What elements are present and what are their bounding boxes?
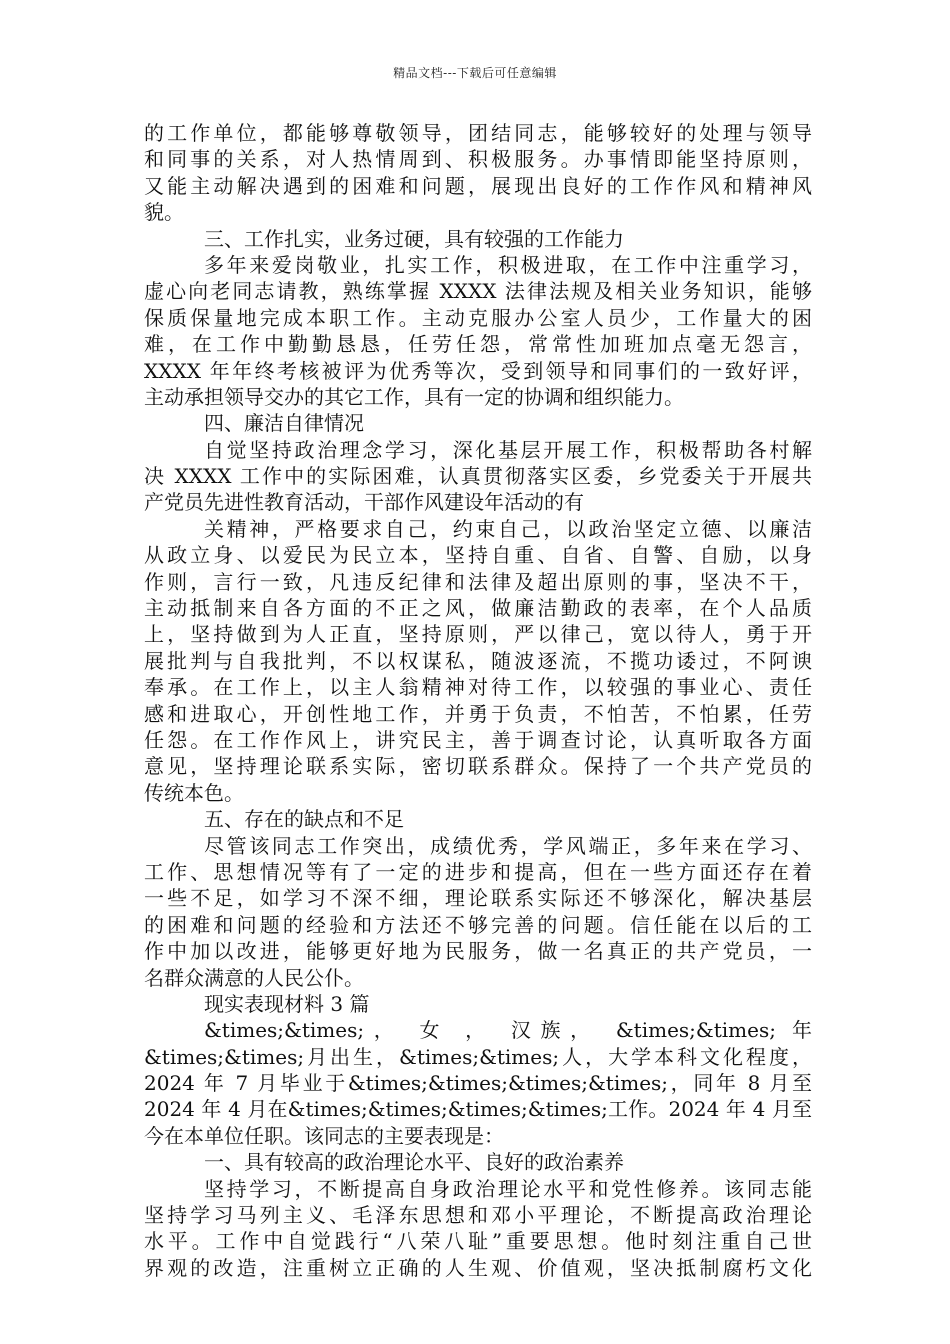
section-heading: 三、工作扎实，业务过硬，具有较强的工作能力	[204, 226, 624, 251]
text-line: 工作、思想情况等有了一定的进步和提高，但在一些方面还存在着	[144, 859, 812, 884]
text-line: 意见，坚持理论联系实际，密切联系群众。保持了一个共产党员的	[144, 754, 812, 779]
text-line: 关精神，严格要求自己，约束自己，以政治坚定立德、以廉洁	[204, 516, 812, 541]
text-line: 从政立身、以爱民为民立本，坚持自重、自省、自警、自励，以身	[144, 543, 812, 568]
text-line: 作则，言行一致，凡违反纪律和法律及超出原则的事，坚决不干，	[144, 569, 812, 594]
text-line: 坚持学习马列主义、毛泽东思想和邓小平理论，不断提高政治理论	[144, 1203, 812, 1228]
text-line: 保质保量地完成本职工作。主动克服办公室人员少，工作量大的困	[144, 305, 812, 330]
text-line: 尽管该同志工作突出，成绩优秀，学风端正，多年来在学习、	[204, 833, 812, 858]
text-line: 的困难和问题的经验和方法还不够完善的问题。信任能在以后的工	[144, 912, 812, 937]
text-line: 决 XXXX 工作中的实际困难，认真贯彻落实区委，乡党委关于开展共	[144, 464, 812, 489]
text-line: 虚心向老同志请教，熟练掌握 XXXX 法律法规及相关业务知识，能够	[144, 279, 812, 304]
text-line: 自觉坚持政治理念学习，深化基层开展工作，积极帮助各村解	[204, 437, 812, 462]
text-line: 奉承。在工作上，以主人翁精神对待工作，以较强的事业心、责任	[144, 675, 812, 700]
text-line: 坚持学习，不断提高自身政治理论水平和党性修养。该同志能	[204, 1176, 812, 1201]
text-line: &times;&times;月出生，&times;&times;人，大学本科文化程度，	[144, 1044, 812, 1069]
text-line: 主动承担领导交办的其它工作，具有一定的协调和组织能力。	[144, 384, 684, 409]
text-line: 又能主动解决遇到的困难和问题，展现出良好的工作作风和精神风	[144, 173, 812, 198]
text-line: 一些不足，如学习不深不细，理论联系实际还不够深化，解决基层	[144, 886, 812, 911]
text-line: 产党员先进性教育活动，干部作风建设年活动的有	[144, 490, 584, 515]
text-line: 界观的改造，注重树立正确的人生观、价值观，坚决抵制腐朽文化	[144, 1255, 812, 1280]
text-line: 的工作单位，都能够尊敬领导，团结同志，能够较好的处理与领导	[144, 121, 812, 145]
document-body	[144, 120, 812, 1281]
page-header: 精品文档---下载后可任意编辑	[393, 66, 557, 80]
section-heading: 四、廉洁自律情况	[204, 411, 364, 436]
text-line: 作中加以改进，能够更好地为民服务，做一名真正的共产党员，一	[144, 939, 812, 964]
text-line: 难，在工作中勤勤恳恳，任劳任怨，常常性加班加点毫无怨言，	[144, 332, 812, 357]
text-line: &times;&times;， 女 ， 汉族， &times;&times; 年	[204, 1018, 812, 1043]
text-line: 感和进取心，开创性地工作，并勇于负责，不怕苦，不怕累，任劳	[144, 701, 812, 726]
text-line: 和同事的关系，对人热情周到、积极服务。办事情即能坚持原则，	[144, 147, 812, 172]
text-line: 貌。	[144, 200, 184, 225]
section-heading: 五、存在的缺点和不足	[204, 807, 404, 832]
text-line: 主动抵制来自各方面的不正之风，做廉洁勤政的表率，在个人品质	[144, 596, 812, 621]
section-heading: 一、具有较高的政治理论水平、良好的政治素养	[204, 1150, 624, 1175]
text-line: 名群众满意的人民公仆。	[144, 965, 364, 990]
text-line: 展批判与自我批判，不以权谋私，随波逐流，不揽功诿过，不阿谀	[144, 648, 812, 673]
text-line: 水平。工作中自觉践行“八荣八耻”重要思想。他时刻注重自己世	[144, 1229, 812, 1254]
section-heading: 现实表现材料 3 篇	[204, 991, 370, 1016]
text-line: 上，坚持做到为人正直，坚持原则，严以律己，宽以待人，勇于开	[144, 622, 812, 647]
text-line: 今在本单位任职。该同志的主要表现是：	[144, 1123, 504, 1148]
text-line: 传统本色。	[144, 780, 244, 805]
text-line: XXXX 年年终考核被评为优秀等次，受到领导和同事们的一致好评，	[144, 358, 812, 383]
text-line: 2024 年 7 月毕业于&times;&times;&times;&times;，同年 8 月至	[144, 1071, 812, 1096]
text-line: 任怨。在工作作风上，讲究民主，善于调查讨论，认真听取各方面	[144, 727, 812, 752]
text-line: 2024 年 4 月在&times;&times;&times;&times;工作。2024 年 4 月至	[144, 1097, 812, 1122]
text-line: 多年来爱岗敬业，扎实工作，积极进取，在工作中注重学习，	[204, 252, 812, 277]
